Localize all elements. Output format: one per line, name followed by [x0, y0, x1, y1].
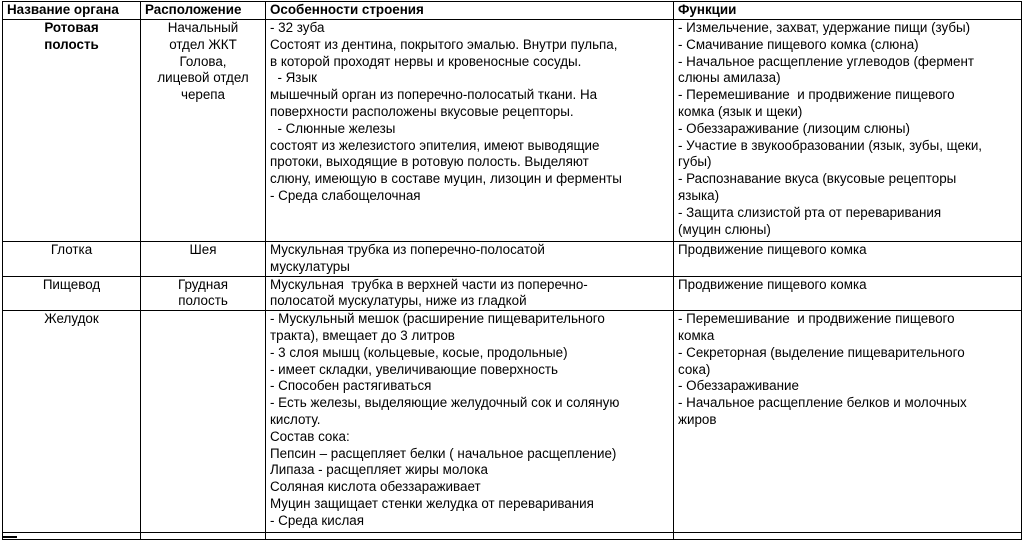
cell-line: состоят из железистого эпителия, имеют выводящие	[270, 137, 600, 153]
cell-line: черепа	[180, 87, 226, 103]
cell-line: слюну, имеющую в составе муцин, лизоцин и ферменты	[270, 171, 622, 187]
cell-line: Муцин защищает стенки желудка от переваривания	[270, 495, 594, 511]
cell-features	[266, 276, 674, 311]
cell-line: - Начальное расщепление белков и молочных	[678, 395, 967, 411]
cell-location	[141, 276, 266, 311]
cell-line: тракта), вмещает до 3 литров	[270, 327, 455, 343]
cell-line: - Начальное расщепление углеводов (фермент	[678, 53, 974, 69]
cell-organ	[3, 20, 141, 242]
cell-features	[266, 242, 674, 277]
table-body	[3, 20, 1022, 540]
cell-line: - Перемешивание и продвижение пищевого	[678, 311, 955, 327]
cell-line: мускулатуры	[270, 258, 350, 274]
cell-line: комка (язык и щеки)	[678, 103, 803, 119]
cell-line: - Мускульный мешок (расширение пищеварительного	[270, 311, 605, 327]
cell-organ	[3, 242, 141, 277]
cell-line: Глотка	[50, 242, 93, 257]
cell-line: - Способен растягиваться	[270, 378, 432, 394]
header-row	[3, 2, 1022, 20]
cell-line: - Смачивание пищевого комка (слюна)	[678, 36, 919, 52]
cell-line: - Защита слизистой рта от переваривания	[678, 204, 942, 220]
cell-line: - Язык	[270, 70, 317, 86]
cell-line: - Среда слабощелочная	[270, 187, 421, 203]
cell-line: Мускульная трубка из поперечно-полосатой	[270, 242, 545, 257]
cell-line: Состав сока:	[270, 428, 350, 444]
cell-functions	[674, 311, 1022, 533]
cell-organ	[3, 276, 141, 311]
cell-line: мышечный орган из поперечно-полосатый ткани. На	[270, 87, 598, 103]
header-features: Особенности строения	[266, 2, 674, 20]
cell-line: жиров	[678, 411, 717, 427]
cell-line: - 32 зуба	[270, 20, 325, 35]
cell-line: Продвижение пищевого комка	[678, 276, 867, 292]
cell-line: языка)	[678, 187, 720, 203]
cell-line: - Обеззараживание	[678, 378, 799, 394]
cell-line: слюны амилаза)	[678, 70, 781, 86]
cell-line: в которой проходят нервы и кровеносные сосуды.	[270, 53, 582, 69]
table-row	[3, 242, 1022, 277]
cell-line: лицевой отдел	[157, 70, 249, 86]
cell-location	[141, 311, 266, 533]
cell-line: полость	[178, 293, 228, 309]
cell-line: - Обеззараживание (лизоцим слюны)	[678, 120, 910, 136]
cell-line: полосатой мускулатуры, ниже из гладкой	[270, 293, 527, 309]
cell-line: Голова,	[179, 53, 227, 69]
cell-line: кислоту.	[270, 411, 321, 427]
cell-line: - 3 слоя мышц (кольцевые, косые, продольные)	[270, 344, 568, 360]
cell-functions	[674, 20, 1022, 242]
table-row	[3, 311, 1022, 533]
cell-line: (муцин слюны)	[678, 221, 771, 237]
cell-line: полость	[44, 36, 99, 52]
cell-line: комка	[678, 327, 715, 343]
cell-line: Пищевод	[42, 276, 101, 292]
cell-features	[266, 20, 674, 242]
cell-line: отдел ЖКТ	[169, 36, 237, 52]
cell-line: Мускульная трубка в верхней части из поперечно-	[270, 276, 588, 292]
cell-location	[141, 242, 266, 277]
cell-line: Продвижение пищевого комка	[678, 242, 867, 257]
cell-line: Состоят из дентина, покрытого эмалью. Внутри пульпа,	[270, 36, 618, 52]
table-row	[3, 20, 1022, 242]
cell-features	[266, 311, 674, 533]
table-row-cutoff	[3, 533, 1022, 540]
cell-functions	[674, 276, 1022, 311]
cell-line: - Распознавание вкуса (вкусовые рецепторы	[678, 171, 957, 187]
header-organ: Название органа	[3, 2, 141, 20]
cell-line: - Слюнные железы	[270, 120, 396, 136]
cell-line: - Перемешивание и продвижение пищевого	[678, 87, 955, 103]
header-location: Расположение	[141, 2, 266, 20]
cell-line: Грудная	[178, 276, 228, 292]
cell-line: - Измельчение, захват, удержание пищи (зубы)	[678, 20, 971, 35]
cell-line: - Секреторная (выделение пищеварительного	[678, 344, 965, 360]
cell-line: - Есть железы, выделяющие желудочный сок и соляную	[270, 395, 620, 411]
cell-functions	[674, 242, 1022, 277]
cell-line: Ротовая	[44, 20, 99, 35]
organs-table	[2, 1, 1022, 540]
cell-line: губы)	[678, 154, 712, 170]
cell-line: Соляная кислота обеззараживает	[270, 479, 481, 495]
cell-line: поверхности расположены вкусовые рецепторы.	[270, 103, 574, 119]
cell-line: Пепсин – расщепляет белки ( начальное расщепление)	[270, 445, 617, 461]
header-functions: Функции	[674, 2, 1022, 20]
cell-line: Начальный	[167, 20, 239, 35]
cell-line: - Среда кислая	[270, 512, 364, 528]
cell-line: сока)	[678, 361, 711, 377]
cell-organ	[3, 311, 141, 533]
cell-line: - имеет складки, увеличивающие поверхность	[270, 361, 559, 377]
cell-line: Шея	[189, 242, 217, 257]
cell-line: протоки, выходящие в ротовую полость. Выделяют	[270, 154, 589, 170]
table-row	[3, 276, 1022, 311]
cell-line: - Участие в звукообразовании (язык, зубы, щеки,	[678, 137, 983, 153]
cell-line: Липаза - расщепляет жиры молока	[270, 462, 488, 478]
cell-location	[141, 20, 266, 242]
cell-line: Желудок	[44, 311, 99, 327]
